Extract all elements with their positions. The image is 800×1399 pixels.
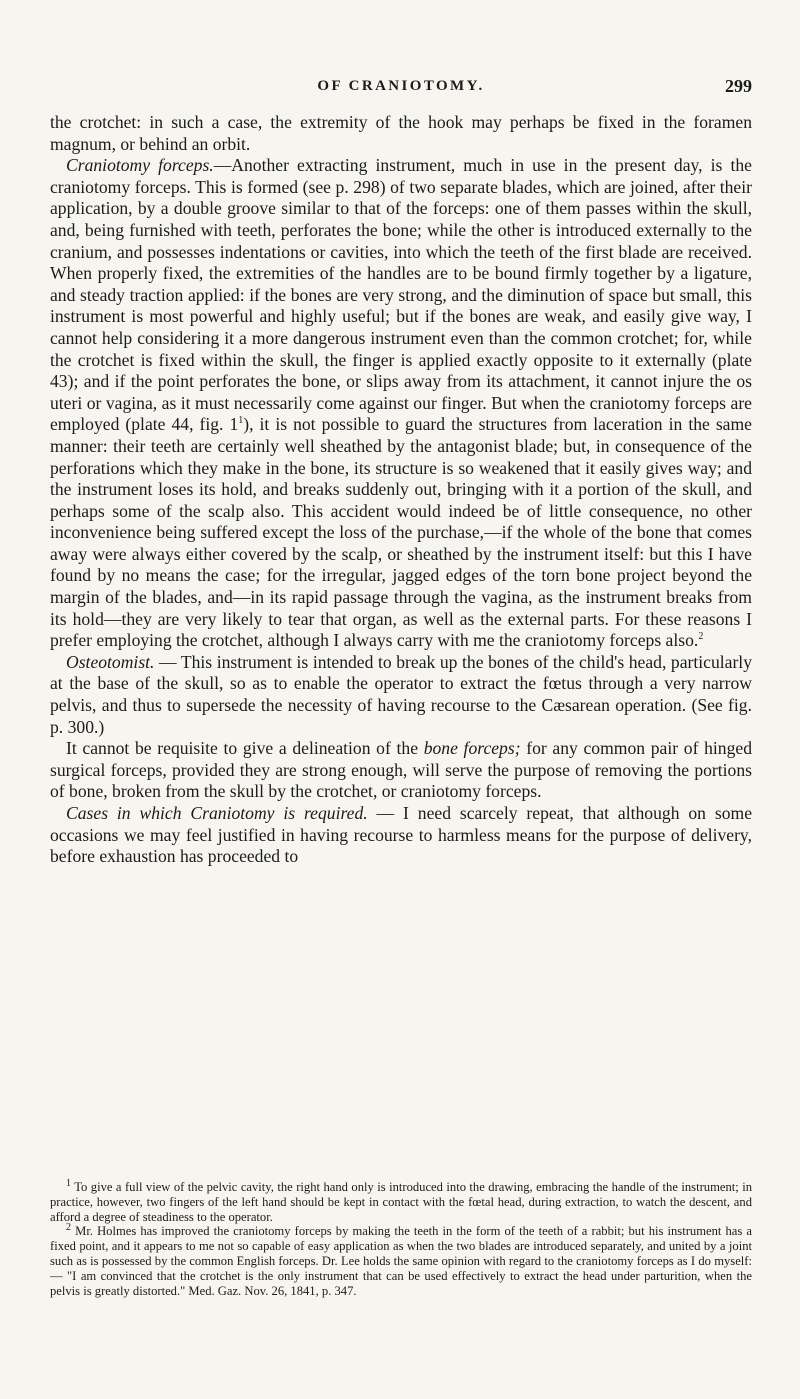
footnote-ref-2: 2 — [698, 631, 704, 643]
paragraph-osteotomist — [50, 652, 752, 738]
paragraph-continuation — [50, 112, 752, 155]
paragraph-text-cont: ), it is not possible to guard the structures from laceration in the same manner: their teeth are certainly well sheathed by the antagonist blade; but, in consequence of the perforations which they make in the bone, its structure is so weakened that it easily gives way; and the instrument loses its hold, and breaks suddenly out, bringing with it a portion of the skull, and perhaps some of the scalp also. This accident would indeed be of little consequence, no other inconvenience being suffered except the loss of the purchase,—if the whole of the bone that comes away were always either covered by the scalp, or sheathed by the instrument itself: but this I have found by no means the case; for the irregular, jagged edges of the torn bone project beyond the margin of the blades, and—in its rapid passage through the vagina, as the instrument breaks from its hold—they are very likely to tear that organ, as well as the external parts. For these reasons I prefer employing the crotchet, although I always carry with me the craniotomy forceps also. — [50, 414, 752, 651]
footnotes — [50, 1177, 752, 1298]
emphasis-bone-forceps: bone forceps; — [423, 738, 521, 759]
footnote-text: Mr. Holmes has improved the craniotomy forceps by making the teeth in the form of the teeth of a rabbit; but his instrument has a fixed point, and it appears to me not so capable of easy application as when the two blades are introduced separately, and united by a joint such as is possessed by the common English forceps. Dr. Lee holds the same opinion with regard to the craniotomy forceps as I do myself:— "I am convinced that the crotchet is the only instrument that can be used effectively to extract the head under parturition, when the pelvis is greatly distorted." Med. Gaz. Nov. 26, 1841, p. 347. — [50, 1224, 752, 1298]
footnote-ref-1: 1 — [238, 415, 244, 427]
body-text — [50, 112, 752, 868]
footnote-mark: 1 — [66, 1177, 71, 1189]
paragraph-text: — I need scarcely repeat, that although on some occasions we may feel justified in having recourse to harmless means for the purpose of delivery, before exhaustion has proceeded to — [50, 803, 753, 867]
section-lead-cases: Cases in which Craniotomy is required. — [66, 803, 368, 823]
running-head — [50, 78, 752, 102]
paragraph-text: the crotchet: in such a case, the extremity of the hook may perhaps be fixed in the foramen magnum, or behind an orbit. — [50, 112, 752, 154]
footnote-text: To give a full view of the pelvic cavity, the right hand only is introduced into the drawing, embracing the handle of the instrument; in practice, however, two fingers of the left hand should be kept in contact with the fœtal head, during extraction, to watch the descent, and afford a degree of steadiness to the operator. — [50, 1180, 752, 1224]
footnote-mark: 2 — [66, 1222, 71, 1234]
section-lead-craniotomy-forceps: Craniotomy forceps. — [66, 155, 214, 176]
footnote-1 — [50, 1177, 752, 1224]
paragraph-text: It cannot be requisite to give a delineation of the — [66, 738, 424, 759]
paragraph-text-cont: for any common pair of hinged surgical forceps, provided they are strong enough, will serve the purpose of removing the portions of bone, broken from the skull by the crotchet, or craniotomy forceps. — [50, 738, 752, 802]
paragraph-craniotomy-forceps — [50, 155, 752, 652]
paragraph-bone-forceps — [50, 738, 752, 803]
running-title: OF CRANIOTOMY. — [317, 78, 485, 94]
paragraph-cases-craniotomy — [50, 803, 752, 868]
paragraph-text: — This instrument is intended to break up the bones of the child's head, particularly at the base of the skull, so as to enable the operator to extract the fœtus through a very narrow pelvis, and thus to supersede the necessity of having recourse to the Cæsarean operation. (See fig. p. 300.) — [50, 651, 752, 737]
page-number: 299 — [725, 76, 752, 96]
paragraph-text: —Another extracting instrument, much in use in the present day, is the craniotomy forceps. This is formed (see p. 298) of two separate blades, which are joined, after their application, by a double groove similar to that of the forceps: one of them passes within the skull, and, being furnished with teeth, perforates the bone; while the other is introduced externally to the cranium, and possesses indentations or cavities, into which the teeth of the first blade are received. When properly fixed, the extremities of the handles are to be bound firmly together by a ligature, and steady traction applied: if the bones are very strong, and the diminution of space but small, this instrument is most powerful and highly useful; but if the bones are weak, and easily give way, I cannot help considering it a more dangerous instrument even than the common crotchet; for, while the crotchet is fixed within the skull, the finger is applied exactly opposite to it externally (plate 43); and if the point perforates the bone, or slips away from its attachment, it cannot injure the os uteri or vagina, as it must necessarily come against our finger. But when the craniotomy forceps are employed (plate 44, fig. 1 — [50, 155, 752, 435]
footnote-2 — [50, 1224, 752, 1298]
section-lead-osteotomist: Osteotomist. — [66, 651, 155, 672]
